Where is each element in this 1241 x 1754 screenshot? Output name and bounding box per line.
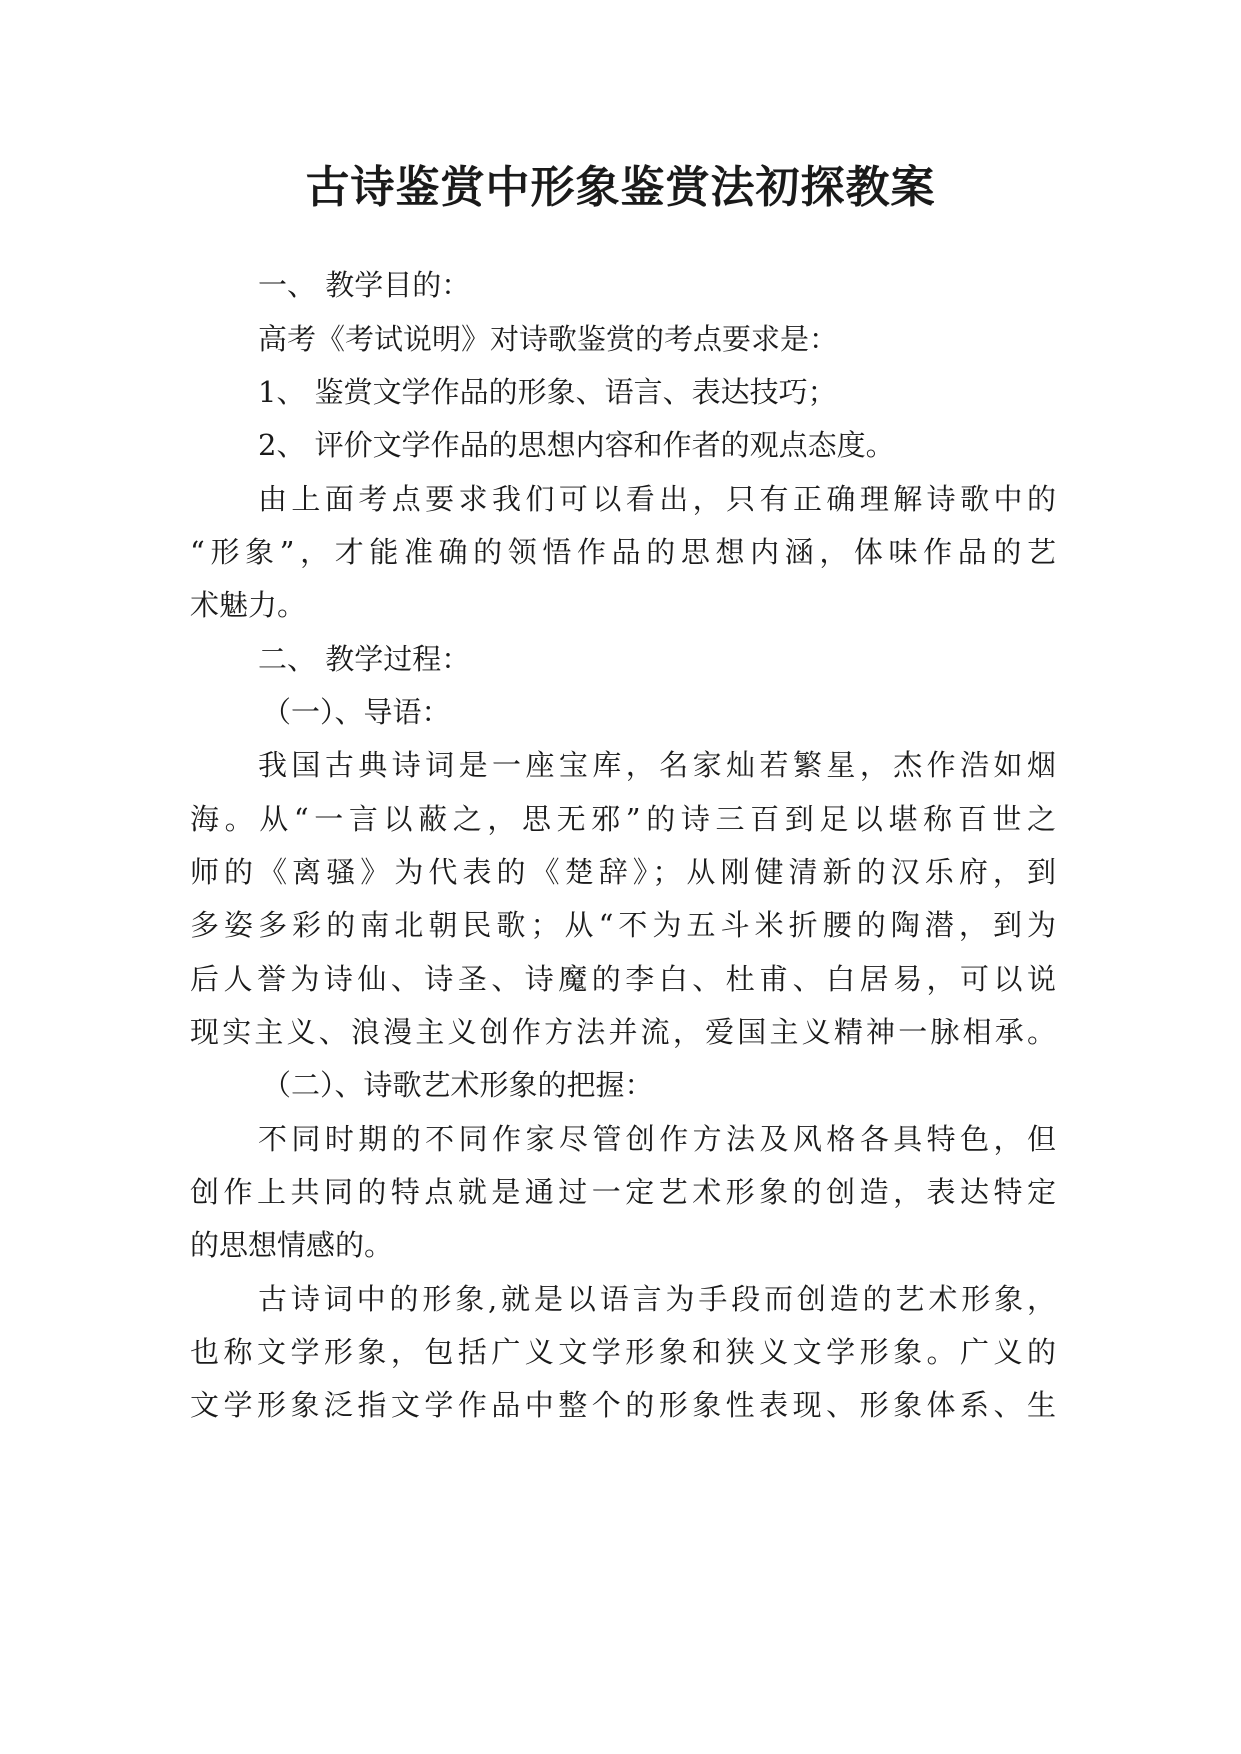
paragraph-line: “形象”，才能准确的领悟作品的思想内涵，体味作品的艺: [190, 535, 1056, 569]
section-heading-objectives: 一、 教学目的：: [258, 268, 471, 302]
document-title: 古诗鉴赏中形象鉴赏法初探教案: [305, 162, 936, 213]
paragraph-line: 也称文学形象，包括广义文学形象和狭义文学形象。广义的: [190, 1335, 1056, 1369]
paragraph-line: 不同时期的不同作家尽管创作方法及风格各具特色，但: [258, 1122, 1056, 1156]
subsection-heading-intro: （一）、导语：: [262, 695, 451, 729]
list-item: 1、 鉴赏文学作品的形象、语言、表达技巧；: [258, 375, 837, 409]
paragraph-line: 后人誉为诗仙、诗圣、诗魔的李白、杜甫、白居易，可以说: [190, 962, 1056, 996]
paragraph-line: 我国古典诗词是一座宝库，名家灿若繁星，杰作浩如烟: [258, 748, 1056, 782]
subsection-heading-image: （二）、诗歌艺术形象的把握：: [262, 1068, 654, 1102]
paragraph-line: 文学形象泛指文学作品中整个的形象性表现、形象体系、生: [190, 1388, 1056, 1422]
section-heading-process: 二、 教学过程：: [258, 642, 471, 676]
paragraph-line: 创作上共同的特点就是通过一定艺术形象的创造，表达特定: [190, 1175, 1056, 1209]
paragraph-line: 海。从“一言以蔽之，思无邪”的诗三百到足以堪称百世之: [190, 802, 1056, 836]
paragraph-line: 由上面考点要求我们可以看出，只有正确理解诗歌中的: [258, 482, 1056, 516]
paragraph-line: 师的《离骚》为代表的《楚辞》；从刚健清新的汉乐府，到: [190, 855, 1056, 889]
paragraph-line: 的思想情感的。: [190, 1228, 394, 1262]
paragraph-line: 术魅力。: [190, 588, 307, 622]
paragraph-line: 高考《考试说明》对诗歌鉴赏的考点要求是：: [258, 322, 839, 356]
paragraph-line: 多姿多彩的南北朝民歌；从“不为五斗米折腰的陶潜，到为: [190, 908, 1056, 942]
list-item: 2、 评价文学作品的思想内容和作者的观点态度。: [258, 428, 895, 462]
paragraph-line: 古诗词中的形象,就是以语言为手段而创造的艺术形象，: [258, 1282, 1056, 1316]
paragraph-line: 现实主义、浪漫主义创作方法并流，爱国主义精神一脉相承。: [190, 1015, 1056, 1049]
